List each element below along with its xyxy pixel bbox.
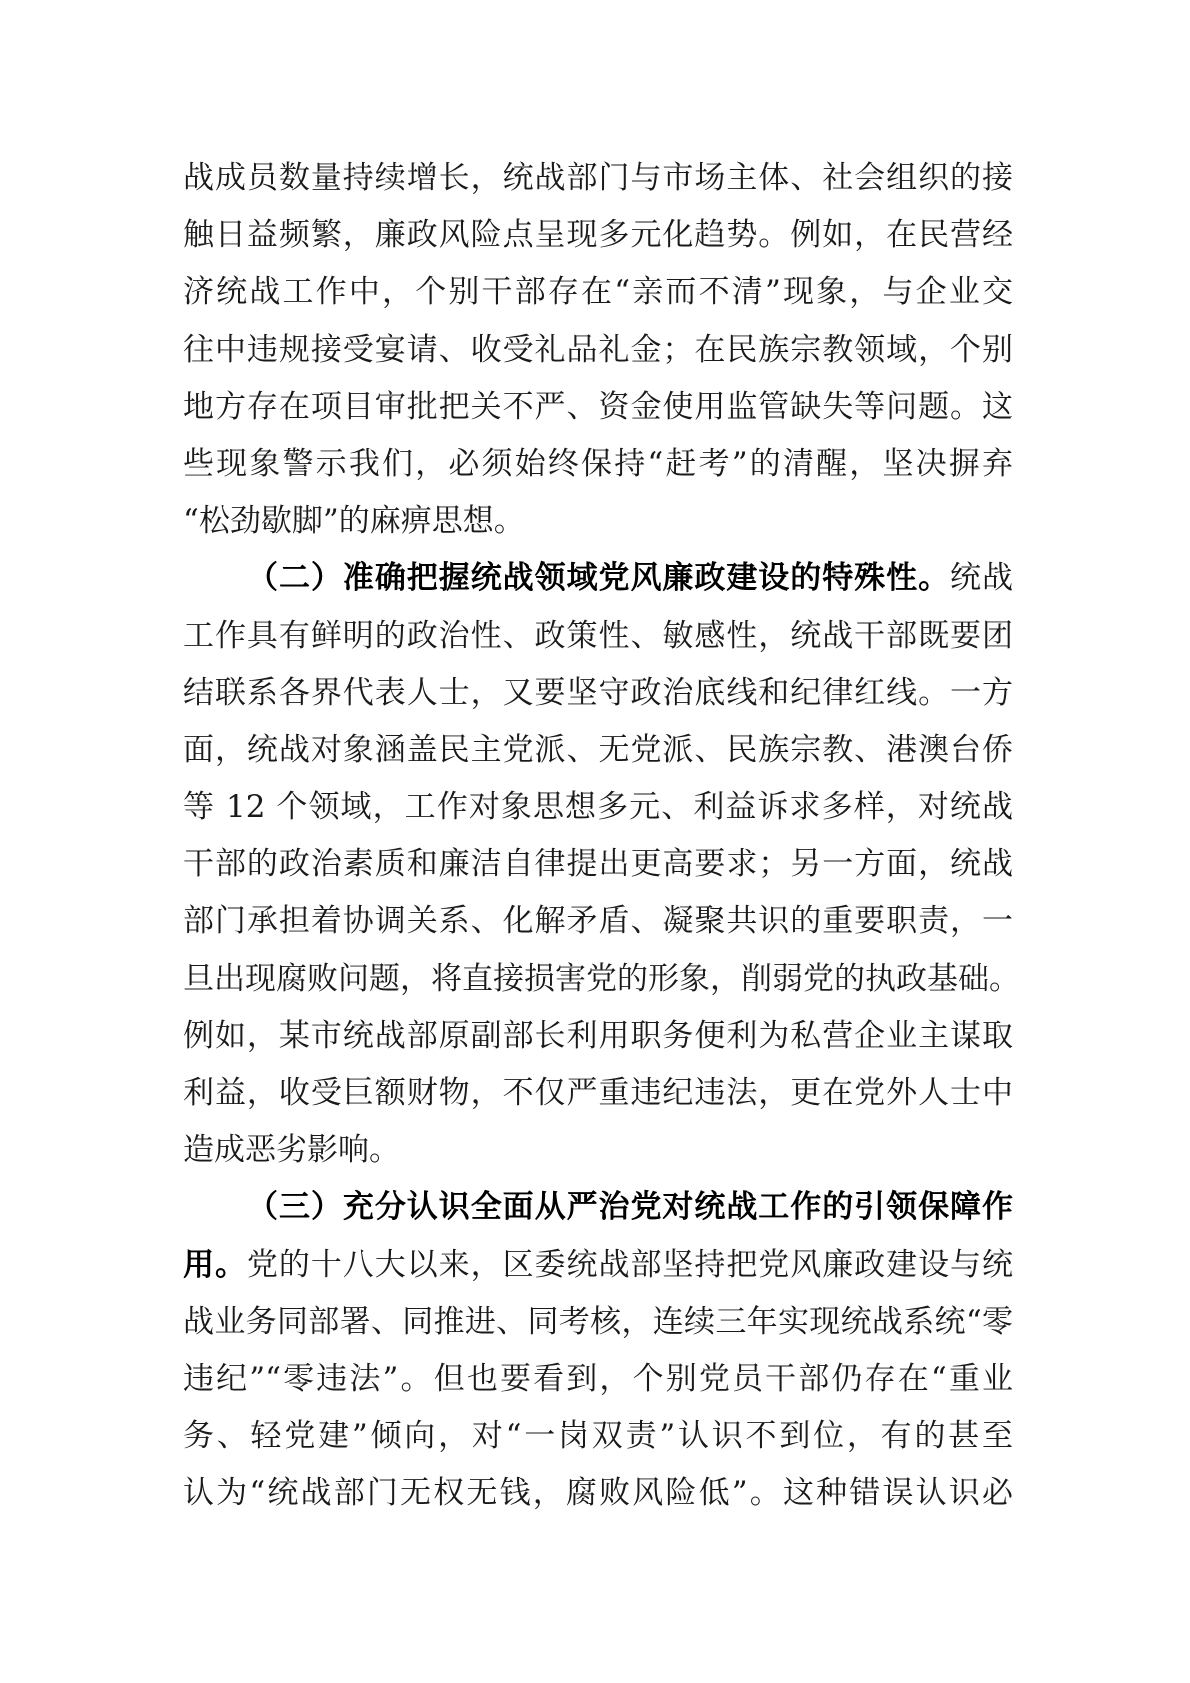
line-text: 战业务同部署、同推进、同考核，连续三年实现统战系统“零 — [183, 1303, 1013, 1340]
line-text: 工作具有鲜明的政治性、政策性、敏感性，统战干部既要团 — [183, 617, 1013, 654]
line-text: 认为“统战部门无权无钱，腐败风险低”。这种错误认识必 — [183, 1475, 1013, 1512]
line-text: 面，统战对象涵盖民主党派、无党派、民族宗教、港澳台侨 — [183, 731, 1013, 768]
line-text: “松劲歇脚”的麻痹思想。 — [183, 503, 525, 540]
paragraph-line — [183, 264, 1013, 321]
paragraph-line — [183, 1065, 1013, 1122]
paragraph-line — [183, 436, 1013, 493]
paragraph-line — [183, 1294, 1013, 1351]
line-text: 触日益频繁，廉政风险点呈现多元化趋势。例如，在民营经 — [183, 217, 1013, 254]
line-text: 旦出现腐败问题，将直接损害党的形象，削弱党的执政基础。 — [183, 960, 1020, 997]
line-text: 战成员数量持续增长，统战部门与市场主体、社会组织的接 — [183, 160, 1013, 196]
line-text: 违纪”“零违法”。但也要看到，个别党员干部仍存在“重业 — [183, 1360, 1013, 1397]
paragraph-line — [183, 150, 1013, 207]
line-text: 些现象警示我们，必须始终保持“赶考”的清醒，坚决摒弃 — [183, 445, 1013, 482]
line-text: 地方存在项目审批把关不严、资金使用监管缺失等问题。这 — [183, 388, 1013, 425]
line-text: 等 12 个领域，工作对象思想多元、利益诉求多样，对统战 — [183, 789, 1013, 826]
paragraph-line — [183, 1008, 1013, 1065]
paragraph-line — [183, 893, 1013, 950]
section-heading: （二）准确把握统战领域党风廉政建设的特殊性。 — [247, 560, 951, 597]
line-text: 干部的政治素质和廉洁自律提出更高要求；另一方面，统战 — [183, 846, 1013, 883]
paragraph-line — [183, 665, 1013, 722]
section-heading-line — [183, 550, 1013, 607]
line-text: 例如，某市统战部原副部长利用职务便利为私营企业主谋取 — [183, 1017, 1013, 1054]
line-text: 务、轻党建”倾向，对“一岗双责”认识不到位，有的甚至 — [183, 1418, 1013, 1455]
section-heading-line — [183, 1237, 1013, 1294]
line-text: 党的十八大以来，区委统战部坚持把党风廉政建设与统 — [246, 1246, 1013, 1283]
paragraph-line — [183, 1465, 1013, 1522]
line-text: 济统战工作中，个别干部存在“亲而不清”现象，与企业交 — [183, 274, 1013, 311]
section-heading: 用。 — [183, 1246, 247, 1283]
line-text: 统战 — [950, 560, 1014, 597]
line-text: 结联系各界代表人士，又要坚守政治底线和纪律红线。一方 — [183, 674, 1013, 711]
paragraph-line — [183, 836, 1013, 893]
document-body — [183, 150, 1020, 1523]
line-text: 部门承担着协调关系、化解矛盾、凝聚共识的重要职责，一 — [183, 903, 1013, 940]
paragraph-line — [183, 493, 1013, 550]
line-text: 造成恶劣影响。 — [183, 1132, 400, 1169]
section-heading: （三）充分认识全面从严治党对统战工作的引领保障作 — [247, 1189, 1013, 1226]
section-heading-line — [183, 1179, 1013, 1236]
paragraph-line — [183, 722, 1013, 779]
paragraph-line — [183, 1351, 1013, 1408]
paragraph-line — [183, 207, 1013, 264]
paragraph-line — [183, 779, 1013, 836]
paragraph-line — [183, 322, 1013, 379]
paragraph-line — [183, 1122, 1013, 1179]
paragraph-line — [183, 608, 1013, 665]
line-text: 往中违规接受宴请、收受礼品礼金；在民族宗教领域，个别 — [183, 331, 1013, 368]
line-text: 利益，收受巨额财物，不仅严重违纪违法，更在党外人士中 — [183, 1075, 1013, 1111]
paragraph-line — [183, 951, 1020, 1008]
paragraph-line — [183, 1408, 1013, 1465]
paragraph-line — [183, 379, 1013, 436]
